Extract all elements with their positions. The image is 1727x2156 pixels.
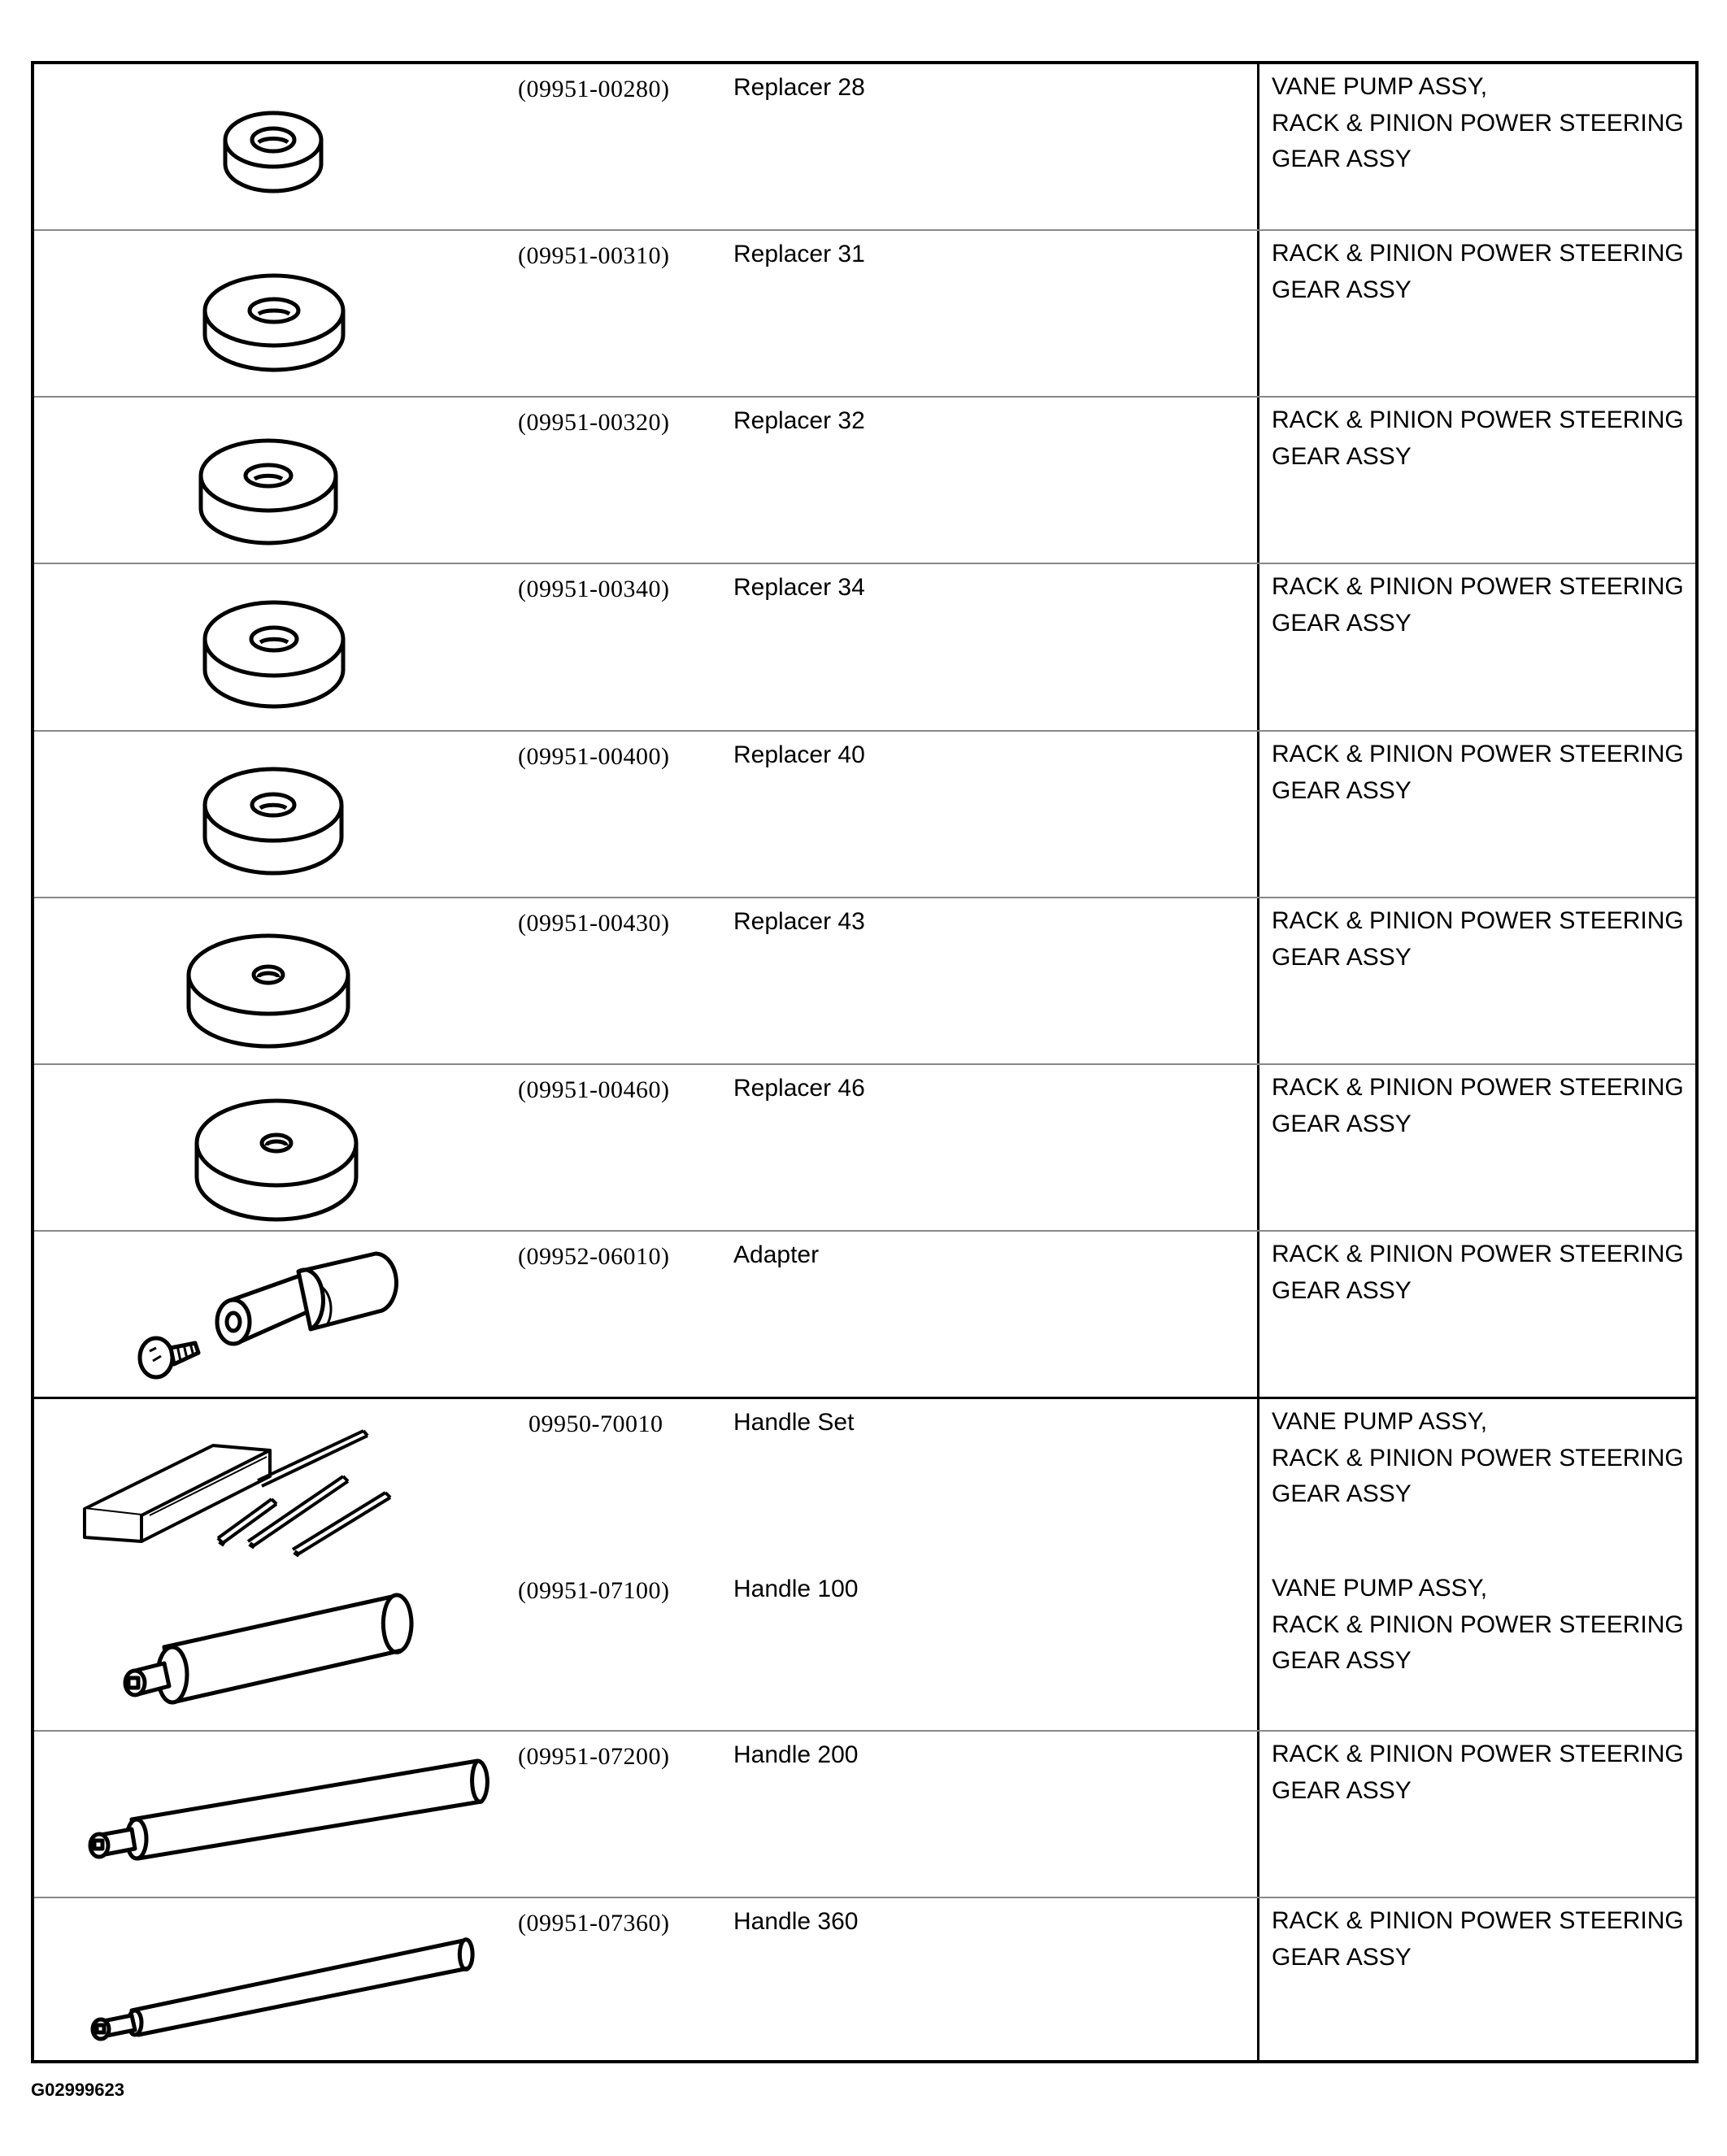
usage-text <box>1272 1571 1684 1680</box>
row-divider <box>34 229 1695 231</box>
handle-set-icon <box>83 1419 489 1558</box>
handle-100-icon <box>115 1590 441 1712</box>
row-divider <box>34 730 1695 732</box>
row-divider <box>34 396 1695 398</box>
usage-text <box>1272 903 1684 976</box>
usage-line: GEAR ASSY <box>1272 1480 1412 1507</box>
usage-text <box>1272 236 1684 308</box>
usage-line: GEAR ASSY <box>1272 1776 1412 1804</box>
replacer-32-icon <box>191 420 346 554</box>
usage-line: GEAR ASSY <box>1272 1943 1412 1971</box>
usage-line: RACK & PINION POWER STEERING <box>1272 907 1684 934</box>
tool-name: Replacer 40 <box>733 741 865 768</box>
tool-name: Replacer 34 <box>733 574 865 601</box>
tool-name: Handle 200 <box>733 1741 859 1768</box>
part-number: (09951-07100) <box>518 1577 670 1604</box>
tool-name: Handle Set <box>733 1409 855 1436</box>
usage-line: RACK & PINION POWER STEERING <box>1272 240 1684 267</box>
usage-line: VANE PUMP ASSY, <box>1272 1575 1488 1602</box>
tool-name: Handle 360 <box>733 1908 859 1935</box>
tool-name: Replacer 28 <box>733 74 865 101</box>
usage-text <box>1272 1737 1684 1809</box>
usage-line: GEAR ASSY <box>1272 146 1412 172</box>
part-number: (09951-07360) <box>518 1910 670 1936</box>
usage-line: GEAR ASSY <box>1272 276 1412 303</box>
replacer-34-icon <box>197 589 351 719</box>
usage-text <box>1272 1903 1684 1976</box>
usage-line: RACK & PINION POWER STEERING <box>1272 1241 1684 1267</box>
row-divider <box>34 1730 1695 1732</box>
part-number: (09951-07200) <box>518 1743 670 1770</box>
row-divider <box>34 1063 1695 1065</box>
replacer-43-icon <box>181 923 359 1057</box>
row-divider <box>34 1897 1695 1898</box>
replacer-31-icon <box>197 254 351 384</box>
usage-line: GEAR ASSY <box>1272 943 1412 971</box>
special-tools-table <box>31 61 1699 2063</box>
usage-text <box>1272 1404 1684 1513</box>
usage-line: RACK & PINION POWER STEERING <box>1272 1444 1684 1471</box>
usage-text <box>1272 1237 1684 1309</box>
part-number: (09952-06010) <box>518 1243 670 1270</box>
usage-line: GEAR ASSY <box>1272 609 1412 637</box>
usage-text <box>1272 69 1684 178</box>
usage-text <box>1272 737 1684 809</box>
part-number: (09951-00460) <box>518 1076 670 1103</box>
tool-name: Replacer 31 <box>733 241 865 267</box>
row-divider <box>34 1230 1695 1232</box>
usage-line: RACK & PINION POWER STEERING <box>1272 1074 1684 1101</box>
replacer-40-icon <box>197 756 351 886</box>
row-divider <box>34 897 1695 898</box>
usage-line: RACK & PINION POWER STEERING <box>1272 406 1684 433</box>
part-number: (09951-00430) <box>518 910 670 937</box>
part-number: (09951-00310) <box>518 242 670 269</box>
part-number: (09951-00320) <box>518 409 670 436</box>
usage-line: GEAR ASSY <box>1272 1647 1412 1674</box>
usage-text <box>1272 1070 1684 1142</box>
part-number: (09951-00400) <box>518 743 670 770</box>
usage-line: RACK & PINION POWER STEERING <box>1272 741 1684 767</box>
tool-name: Adapter <box>733 1241 820 1268</box>
usage-line: GEAR ASSY <box>1272 1276 1412 1304</box>
handle-360-icon <box>75 1923 481 2053</box>
part-number: 09950-70010 <box>529 1411 663 1437</box>
part-number: (09951-00340) <box>518 576 670 602</box>
usage-line: GEAR ASSY <box>1272 776 1412 804</box>
part-number: (09951-00280) <box>518 76 670 102</box>
group-divider <box>34 1397 1695 1399</box>
replacer-28-icon <box>213 95 335 201</box>
handle-200-icon <box>67 1754 489 1876</box>
usage-line: RACK & PINION POWER STEERING <box>1272 1741 1684 1767</box>
usage-line: RACK & PINION POWER STEERING <box>1272 1610 1684 1638</box>
tool-name: Handle 100 <box>733 1576 859 1602</box>
usage-text <box>1272 402 1684 475</box>
usage-text <box>1272 569 1684 641</box>
figure-code: G02999623 <box>31 2080 124 2100</box>
tool-name: Replacer 46 <box>733 1075 865 1102</box>
row-divider <box>34 563 1695 564</box>
usage-line: GEAR ASSY <box>1272 442 1412 470</box>
usage-line: RACK & PINION POWER STEERING <box>1272 573 1684 600</box>
tool-name: Replacer 32 <box>733 407 865 434</box>
usage-line: GEAR ASSY <box>1272 1110 1412 1137</box>
replacer-46-icon <box>189 1088 368 1226</box>
usage-line: VANE PUMP ASSY, <box>1272 1408 1488 1435</box>
usage-line: RACK & PINION POWER STEERING <box>1272 1907 1684 1934</box>
usage-line: VANE PUMP ASSY, <box>1272 73 1488 100</box>
column-divider <box>1257 64 1259 2060</box>
tool-name: Replacer 43 <box>733 908 865 935</box>
usage-line: RACK & PINION POWER STEERING <box>1272 109 1684 137</box>
adapter-icon <box>107 1252 449 1390</box>
